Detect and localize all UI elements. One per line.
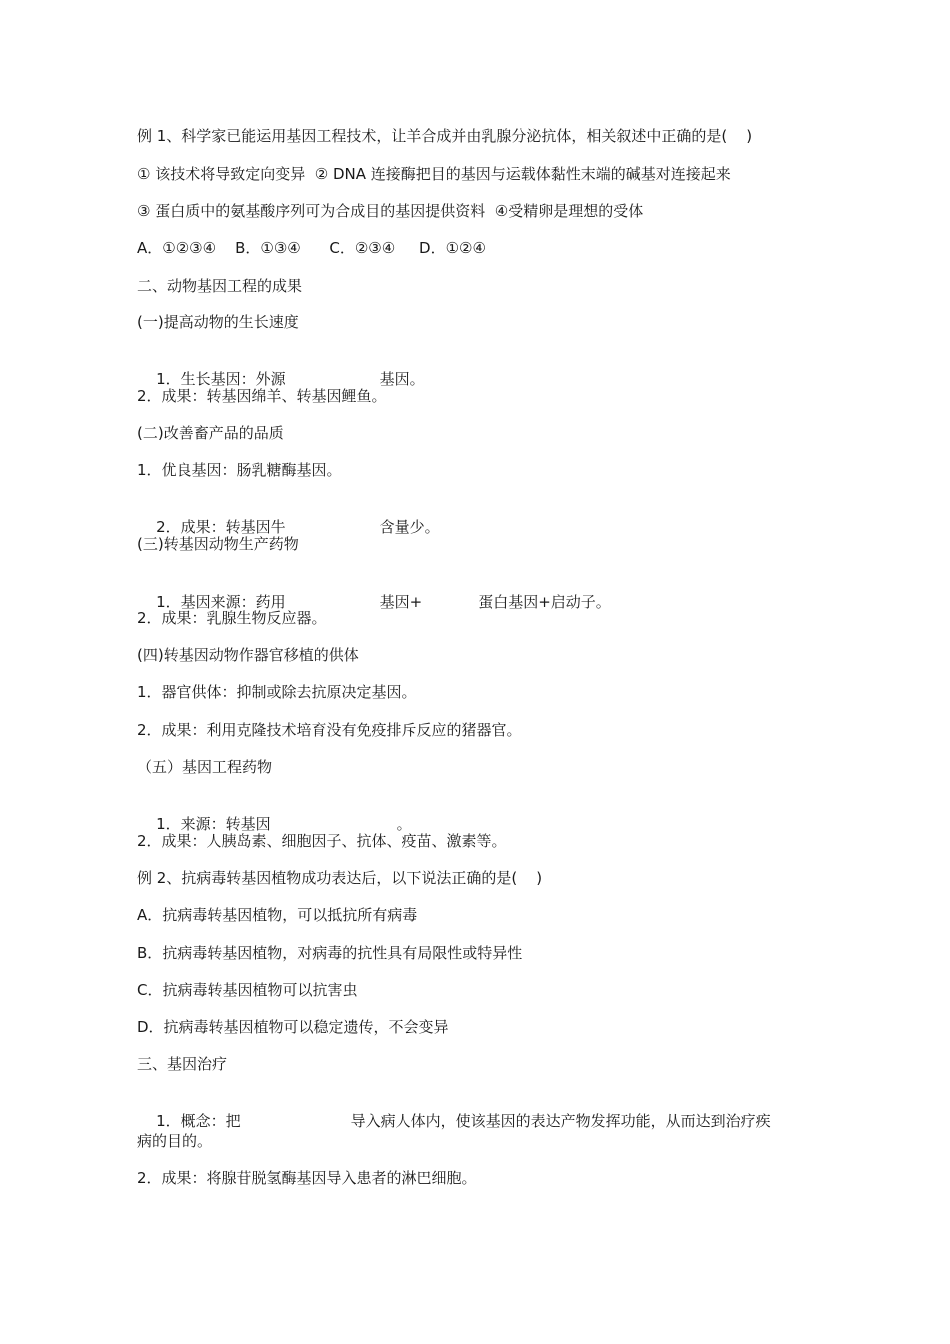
quality-gene-line: 1．优良基因：肠乳糖酶基因。: [137, 461, 342, 479]
example-1-statement-1-2: ① 该技术将导致定向变异 ② DNA 连接酶把目的基因与运载体黏性末端的碱基对连接起来: [137, 165, 731, 183]
growth-result: 2．成果：转基因绵羊、转基因鲤鱼。: [137, 387, 387, 405]
growth-gene-text: 1．生长基因：外源: [156, 370, 286, 388]
example-2-option-b: B．抗病毒转基因植物，对病毒的抗性具有局限性或特异性: [137, 944, 523, 962]
drug-product-result: 2．成果：人胰岛素、细胞因子、抗体、疫苗、激素等。: [137, 832, 507, 850]
example-2-question: 例 2、抗病毒转基因植物成功表达后，以下说法正确的是( ): [137, 869, 543, 887]
organ-result-line: 2．成果：利用克隆技术培育没有免疫排斥反应的猪器官。: [137, 721, 522, 739]
concept-text: 1．概念：把: [156, 1112, 241, 1130]
drug-gene-middle: 基因+: [379, 593, 423, 611]
gene-therapy-result: 2．成果：将腺苷脱氢酶基因导入患者的淋巴细胞。: [137, 1169, 477, 1187]
example-1-question: 例 1、科学家已能运用基因工程技术，让羊合成并由乳腺分泌抗体，相关叙述中正确的是( ): [137, 127, 753, 145]
drug-gene-text: 1．基因来源：药用: [156, 593, 286, 611]
example-2-option-d: D．抗病毒转基因植物可以稳定遗传，不会变异: [137, 1018, 449, 1036]
subsection-1-heading: (一)提高动物的生长速度: [137, 313, 299, 331]
example-2-option-c: C．抗病毒转基因植物可以抗害虫: [137, 981, 358, 999]
quality-result-text: 2．成果：转基因牛: [156, 518, 286, 536]
subsection-4-heading: (四)转基因动物作器官移植的供体: [137, 646, 359, 664]
example-2-option-a: A．抗病毒转基因植物，可以抵抗所有病毒: [137, 906, 418, 924]
subsection-2-heading: (二)改善畜产品的品质: [137, 424, 284, 442]
drug-source-suffix: 。: [396, 815, 412, 833]
section-3-heading: 三、基因治疗: [137, 1055, 228, 1073]
subsection-3-heading: (三)转基因动物生产药物: [137, 535, 299, 553]
drug-source-text: 1．来源：转基因: [156, 815, 271, 833]
example-1-statement-3-4: ③ 蛋白质中的氨基酸序列可为合成目的基因提供资料 ④受精卵是理想的受体: [137, 202, 644, 220]
concept-continuation: 导入病人体内，使该基因的表达产物发挥功能，从而达到治疗疾: [350, 1112, 771, 1130]
gene-therapy-concept-line: [137, 1091, 771, 1151]
drug-result: 2．成果：乳腺生物反应器。: [137, 609, 327, 627]
quality-result-suffix: 含量少。: [379, 518, 440, 536]
section-2-heading: 二、动物基因工程的成果: [137, 277, 303, 295]
growth-gene-suffix: 基因。: [379, 370, 425, 388]
subsection-5-heading: （五）基因工程药物: [137, 758, 273, 776]
example-1-options: A．①②③④ B．①③④ C．②③④ D．①②④: [137, 239, 486, 257]
drug-gene-suffix: 蛋白基因+启动子。: [478, 593, 611, 611]
gene-therapy-concept-end: 病的目的。: [137, 1132, 213, 1150]
organ-donor-line: 1．器官供体：抑制或除去抗原决定基因。: [137, 683, 417, 701]
